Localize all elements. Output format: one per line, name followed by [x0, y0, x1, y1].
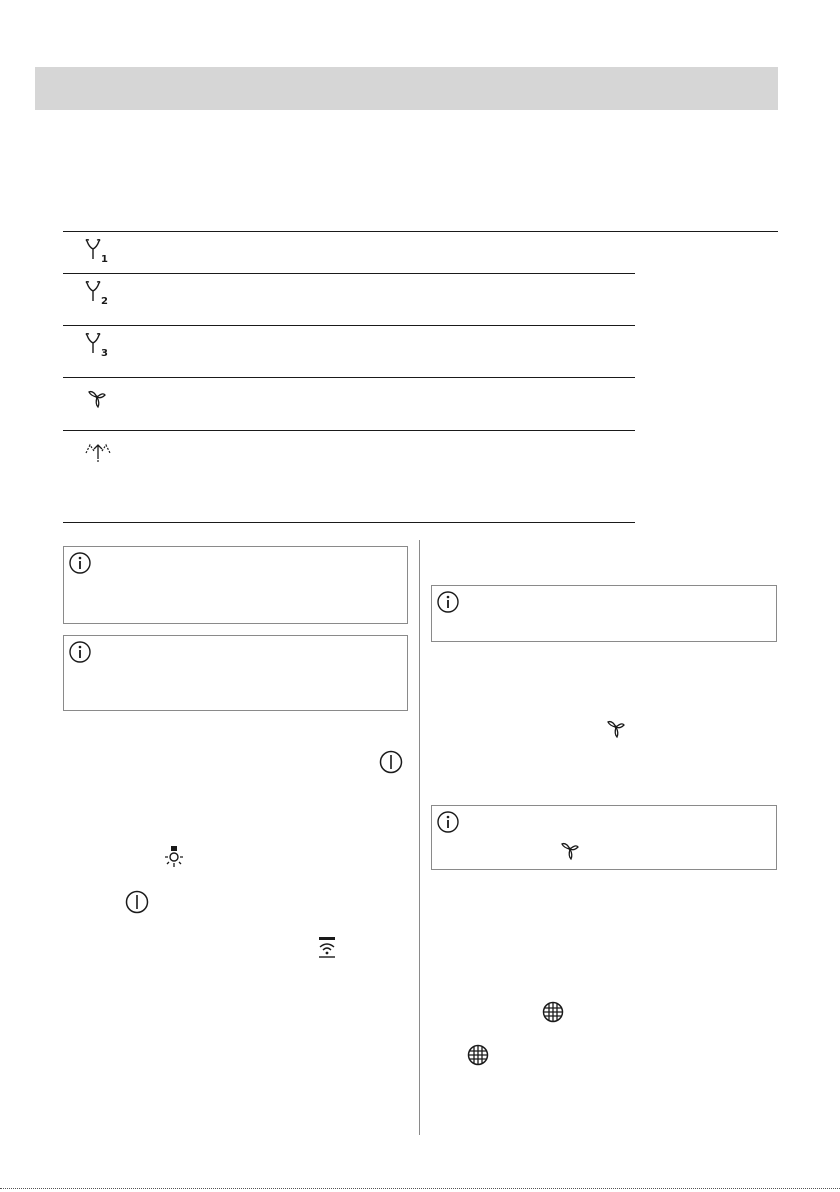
table-row [63, 232, 635, 273]
auto-extraction-icon [83, 439, 113, 463]
power-icon [378, 749, 404, 775]
info-icon [436, 810, 460, 834]
column-divider [419, 540, 420, 1135]
fan-speed-1-icon [83, 237, 113, 265]
table-bottom-rule [63, 522, 635, 523]
wifi-hood-icon [314, 934, 340, 960]
grease-filter-icon [466, 1043, 490, 1067]
light-icon [161, 844, 187, 870]
page-bottom-edge [0, 1188, 840, 1189]
table-row [63, 431, 635, 522]
info-note-box [63, 635, 408, 711]
info-icon [68, 551, 92, 575]
table-row [63, 274, 635, 325]
info-note-box [431, 585, 777, 642]
fan-boost-icon [558, 838, 582, 862]
power-icon [124, 889, 150, 915]
info-icon [436, 590, 460, 614]
fan-boost-icon [604, 716, 628, 740]
fan-speed-subscript: 3 [101, 348, 108, 359]
fan-speed-2-icon [83, 279, 113, 307]
fan-speed-table [0, 0, 840, 530]
grease-filter-icon [541, 1000, 565, 1024]
table-row [63, 378, 635, 430]
fan-boost-icon [85, 386, 109, 410]
table-row [63, 326, 635, 377]
info-icon [68, 640, 92, 664]
fan-speed-3-icon [83, 331, 113, 359]
fan-speed-subscript: 2 [101, 296, 108, 307]
info-note-box [431, 805, 777, 870]
info-note-box [63, 546, 408, 624]
fan-speed-subscript: 1 [101, 254, 108, 265]
